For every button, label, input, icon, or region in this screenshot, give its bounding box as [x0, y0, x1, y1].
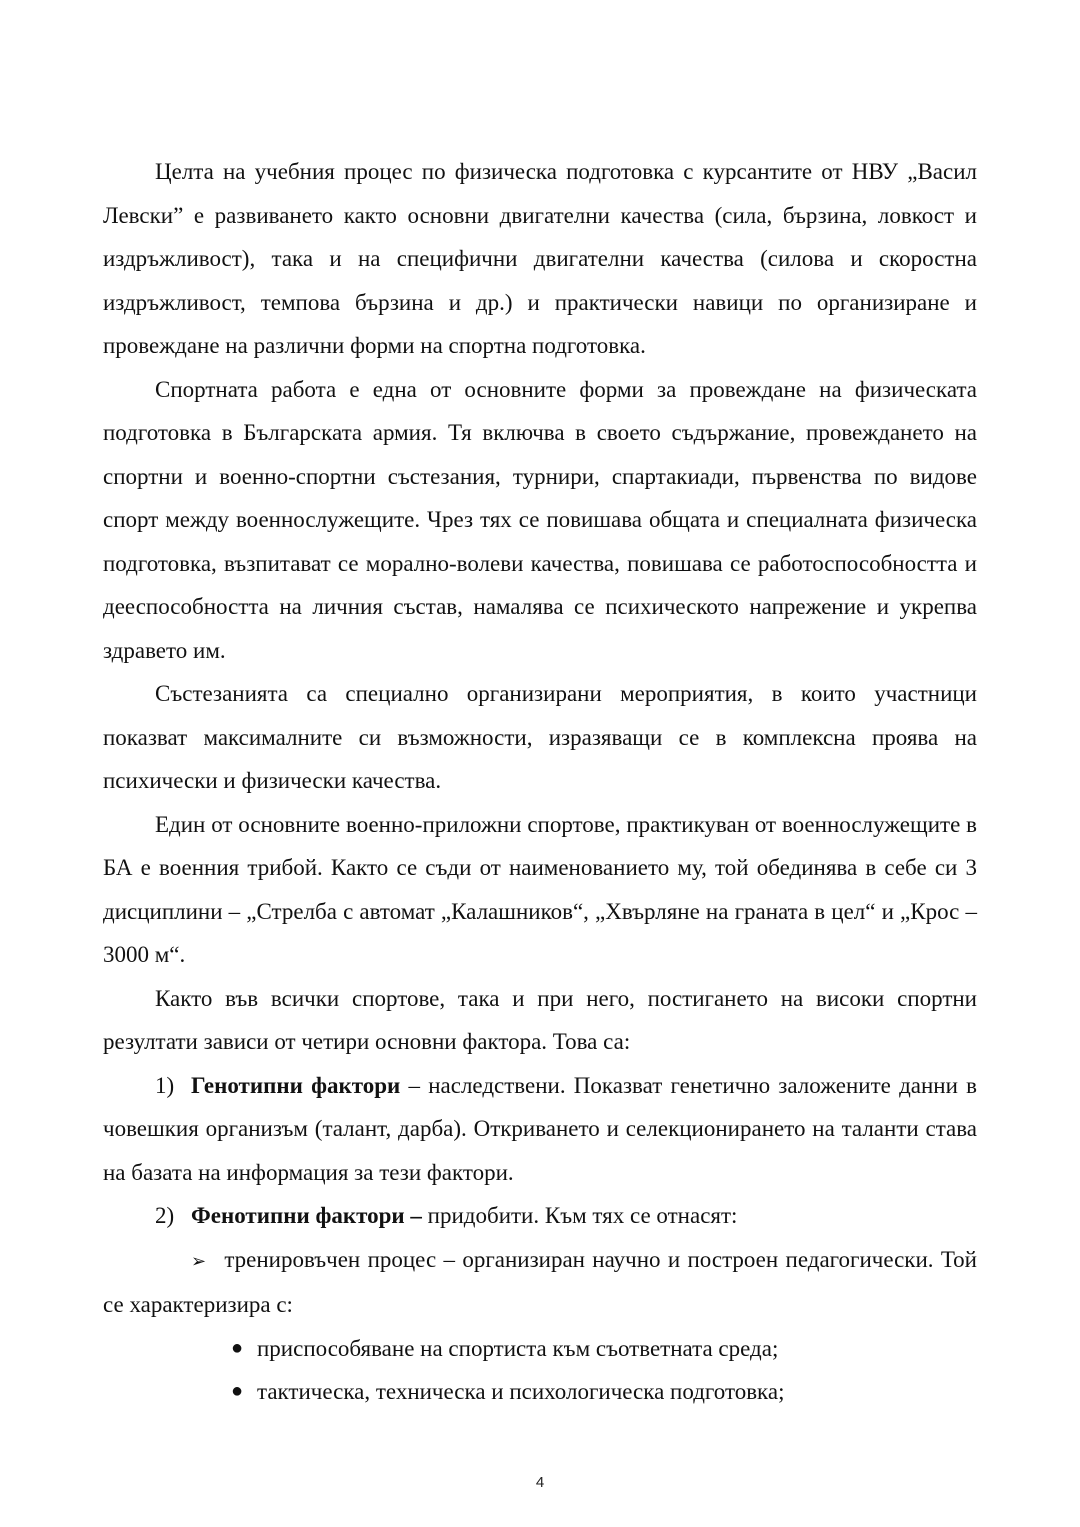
bullet-list [103, 1327, 977, 1414]
factor-title: Генотипни фактори [191, 1072, 401, 1098]
factor-number: 1) [155, 1072, 175, 1098]
paragraph-competitions: Състезанията са специално организирани мероприятия, в които участници показват максималните си възможности, изразяващи се в комплексна проява на психически и физически качества. [103, 681, 977, 793]
arrow-bullet-icon: ➢ [191, 1250, 207, 1272]
bullet-dot-icon: ● [231, 1380, 244, 1402]
subitem-text: тренировъчен процес – организиран научно и построен педагогически. Той се характеризира с: [103, 1246, 977, 1317]
paragraph-training-goal: Целта на учебния процес по физическа подготовка с курсантите от НВУ „Васил Левски” е развиването както основни двигателни качества (сила, бързина, ловкост и издръжливост), така и на специфични двигателни качества (силова и скоростна издръжливост, темпова бързина и др.) и практически навици по организиране и провеждане на различни форми на спортна подготовка. [103, 159, 977, 358]
subitem-training-process [103, 1238, 977, 1327]
paragraph-military-triathlon: Един от основните военно-приложни спортове, практикуван от военнослужещите в БА е военния трибой. Както се съди от наименованието му, той обединява в себе си 3 дисциплини – „Стрелба с автомат „Калашников“, „Хвърляне на граната в цел“ и „Крос – 3000 м“. [103, 811, 977, 967]
list-item-text: приспособяване на спортиста към съответната среда; [257, 1335, 779, 1361]
factor-item-genotype [103, 1064, 977, 1195]
list-item-text: тактическа, техническа и психологическа подготовка; [257, 1379, 785, 1404]
list-item [227, 1370, 977, 1414]
factor-text: придобити. Към тях се отнасят: [421, 1203, 738, 1228]
page-body [103, 150, 977, 1414]
paragraph-factors-intro: Както във всички спортове, така и при него, постигането на високи спортни резултати зависи от четири основни фактора. Това са: [103, 985, 977, 1054]
paragraph-sport-work: Спортната работа е една от основните форми за провеждане на физическата подготовка в Българската армия. Тя включва в своето съдържание, провеждането на спортни и военно-спортни състезания, турнири, спартакиади, първенства по видове спорт между военнослужещите. Чрез тях се повишава общата и специалната физическа подготовка, възпитават се морално-волеви качества, повишава се работоспособността и дееспособността на личния състав, намалява се психическото напрежение и укрепва здравето им. [103, 376, 977, 663]
bullet-dot-icon: ● [231, 1336, 244, 1359]
list-item [227, 1327, 977, 1371]
page-number: 4 [535, 1474, 545, 1491]
factor-number: 2) [155, 1203, 175, 1228]
factor-text: – наследствени. Показват генетично заложените данни в човешкия организъм (талант, дарба). Откриването и селекционирането на таланти става на базата на информация за тези фактори. [103, 1072, 977, 1185]
factor-item-phenotype [103, 1194, 977, 1238]
factor-title: Фенотипни фактори – [191, 1203, 422, 1228]
